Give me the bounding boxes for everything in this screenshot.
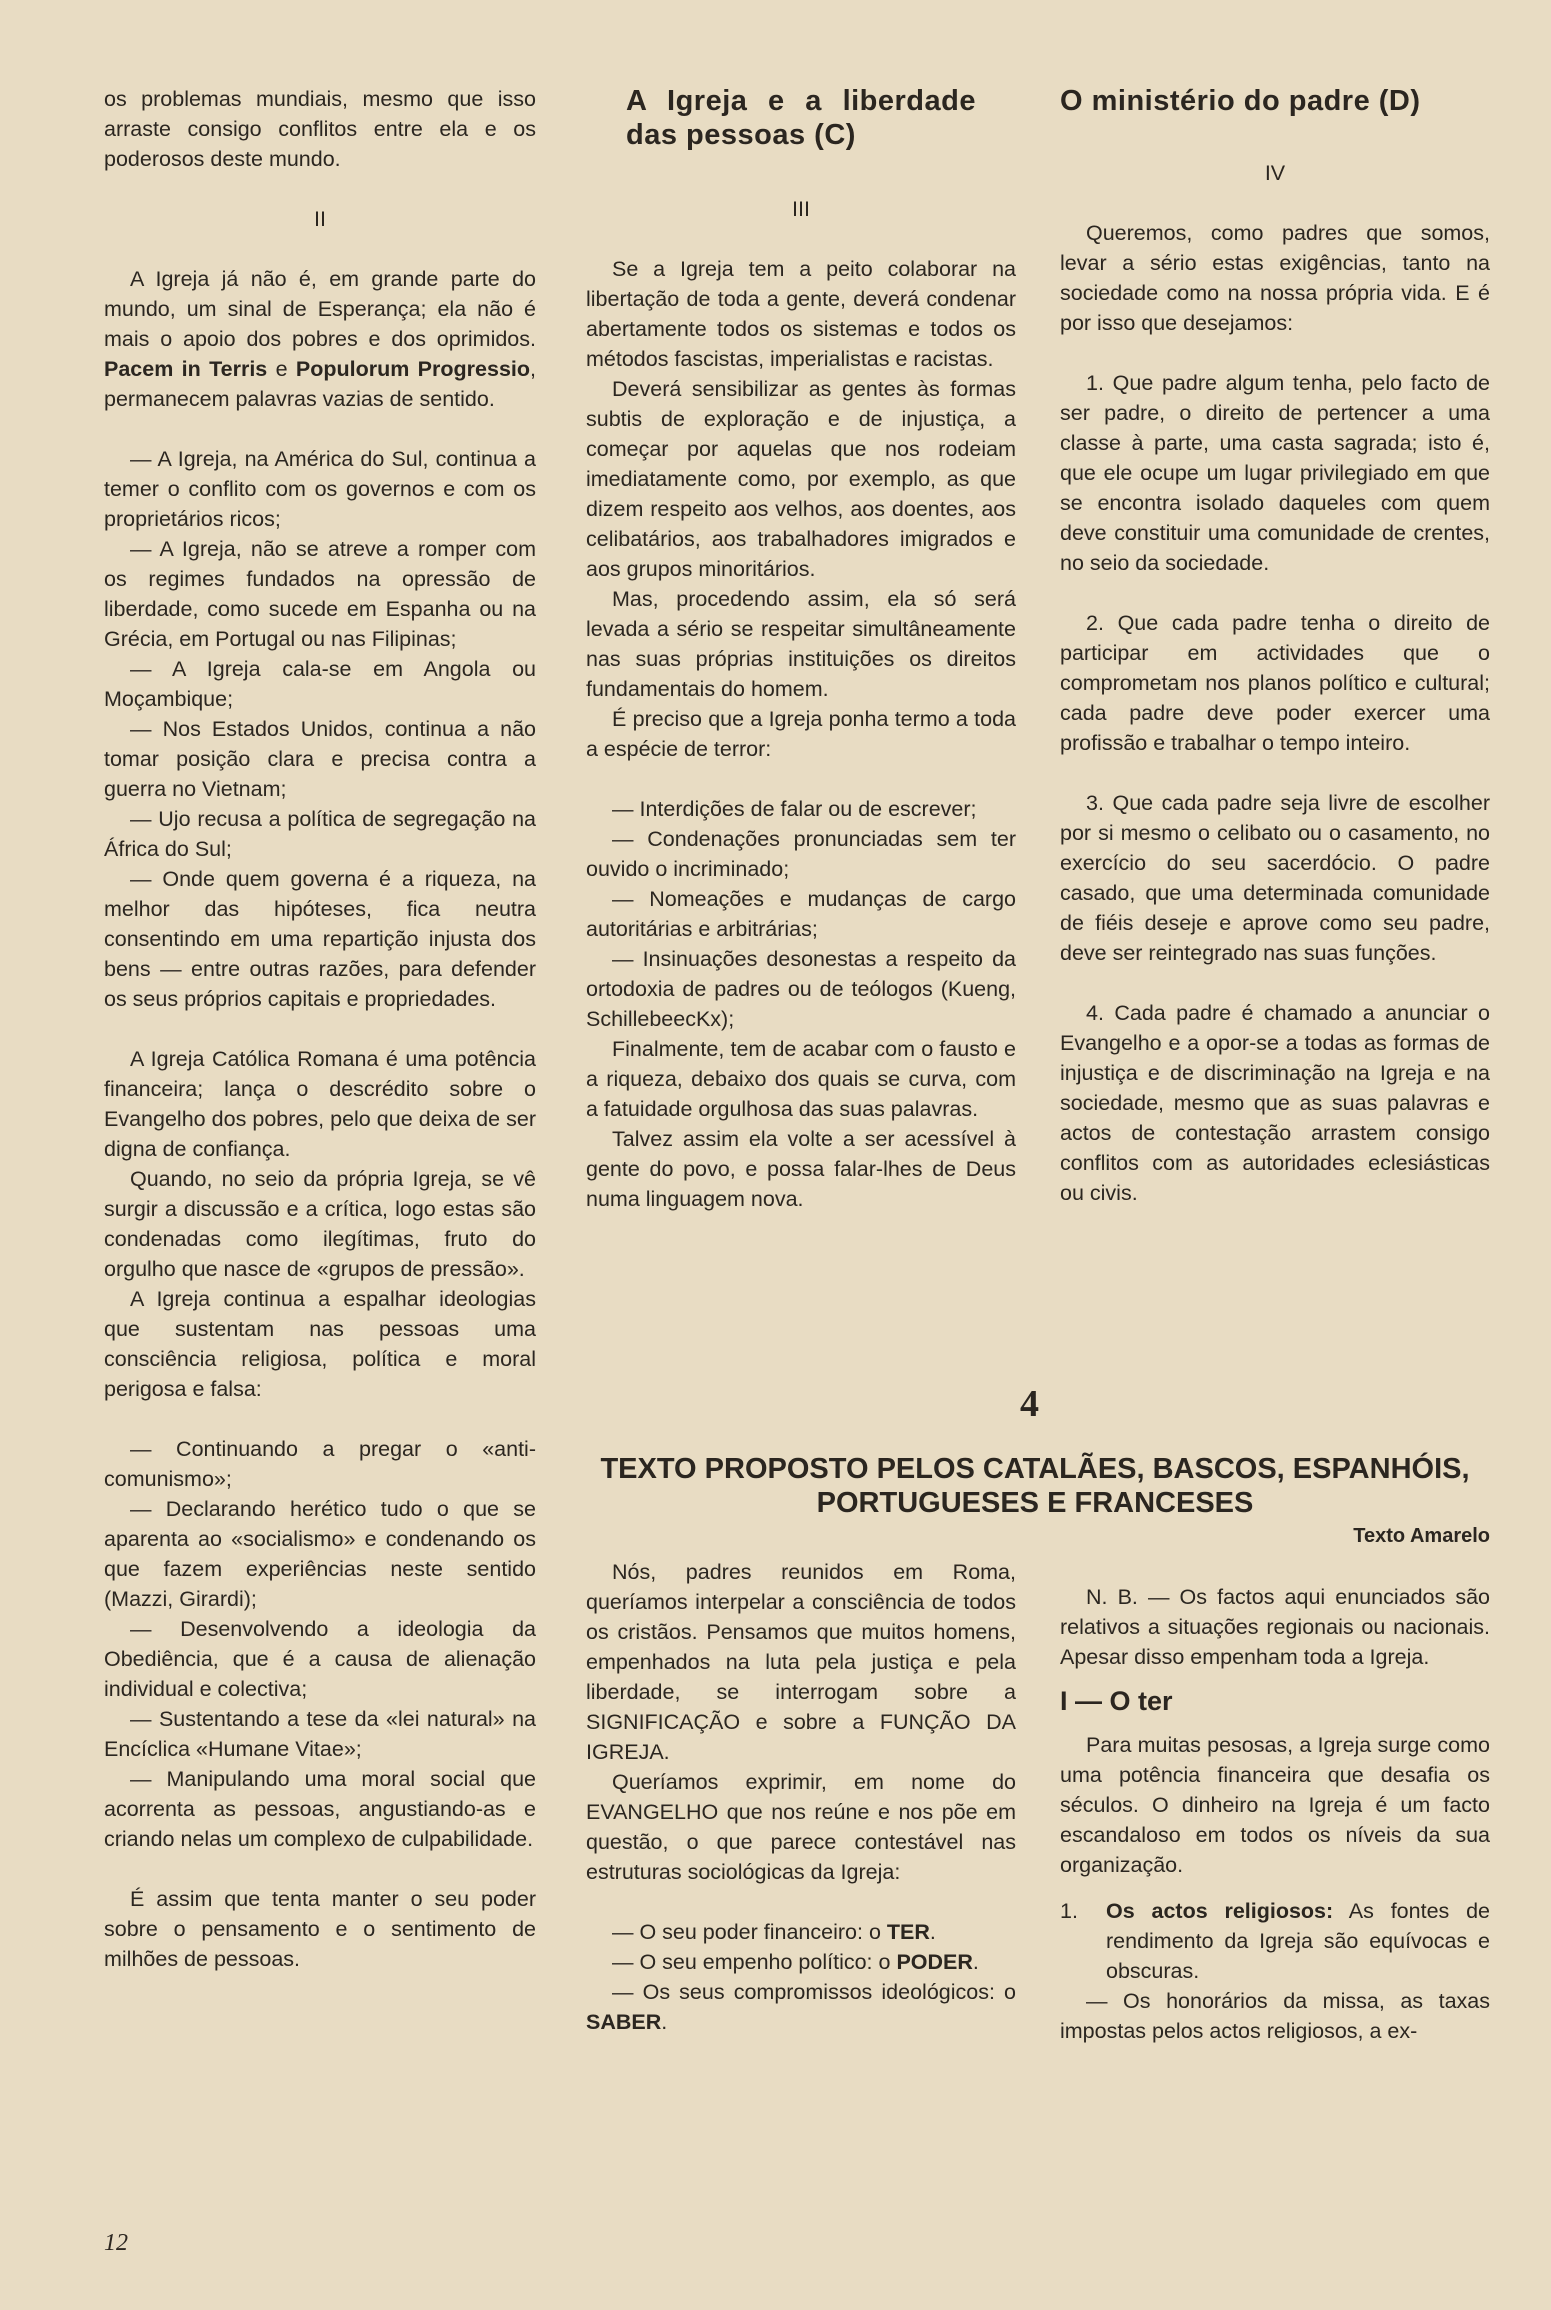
list-item: — Nos Estados Unidos, continua a não tomar posição clara e precisa contra a guerra no Vietnam; <box>104 717 536 801</box>
encyclical-title: Pacem in Terris <box>104 357 268 381</box>
paragraph: A Igreja Católica Romana é uma potência financeira; lança o descrédito sobre o Evangelho dos pobres, pelo que deixa de ser digna de confiança. <box>104 1047 536 1161</box>
list-item: — O seu empenho político: o PODER. <box>612 1950 979 1974</box>
numbered-item: 1. Que padre algum tenha, pelo facto de ser padre, o direito de pertencer a uma classe à parte, uma casta sagrada; isto é, que ele ocupe um lugar privilegiado em que se encontra isolado daqueles com quem deve constituir uma comunidade de crentes, no seio da sociedade. <box>1060 371 1490 575</box>
paragraph: Queremos, como padres que somos, levar a sério estas exigências, tanto na sociedade como na nossa própria vida. E é por isso que desejamos: <box>1060 221 1490 335</box>
paragraph: Mas, procedendo assim, ela só será levada a sério se respeitar simultâneamente nas suas próprias instituições os direitos fundamentais do homem. <box>586 587 1016 701</box>
list-item: — A Igreja, não se atreve a romper com os regimes fundados na opressão de liberdade, como sucede em Espanha ou na Grécia, em Portugal ou nas Filipinas; <box>104 537 536 651</box>
section-roman-iii: III <box>792 197 810 221</box>
list-item: — Nomeações e mudanças de cargo autoritárias e arbitrárias; <box>586 887 1016 941</box>
list-item: — Declarando herético tudo o que se aparenta ao «socialismo» e condenando os que fazem experiências neste sentido (Mazzi, Girardi); <box>104 1497 536 1611</box>
numbered-item: 2. Que cada padre tenha o direito de participar em actividades que o comprometam nos planos político e cultural; cada padre deve poder exercer uma profissão e trabalhar o tempo inteiro. <box>1060 611 1490 755</box>
section-title <box>580 1452 1490 1520</box>
paragraph: Para muitas pesosas, a Igreja surge como uma potência financeira que desafia os séculos. O dinheiro na Igreja é um facto escandaloso em todos os níveis da sua organização. <box>1060 1733 1490 1877</box>
list-item: — Interdições de falar ou de escrever; <box>612 797 977 821</box>
list-item: — Sustentando a tese da «lei natural» na Encíclica «Humane Vitae»; <box>104 1707 536 1761</box>
paragraph: É preciso que a Igreja ponha termo a toda a espécie de terror: <box>586 707 1016 761</box>
column-1 <box>104 84 536 1974</box>
list-item: — O seu poder financeiro: o TER. <box>612 1920 936 1944</box>
intro-paragraph: os problemas mundiais, mesmo que isso arraste consigo conflitos entre ela e os poderosos deste mundo. <box>104 87 536 171</box>
list-item: — Os seus compromissos ideológicos: o SABER. <box>586 1980 1016 2034</box>
section-tag: Texto Amarelo <box>1353 1525 1490 1547</box>
page-number: 12 <box>104 2230 128 2256</box>
numbered-item: 3. Que cada padre seja livre de escolher por si mesmo o celibato ou o casamento, no exercício do seu sacerdócio. O padre casado, que uma determinada comunidade de fiéis deseje e aprove como seu padre, deve ser reintegrado nas suas funções. <box>1060 791 1490 965</box>
list-item: — A Igreja, na América do Sul, continua a temer o conflito com os governos e com os proprietários ricos; <box>104 447 536 531</box>
list-item: — Insinuações desonestas a respeito da ortodoxia de padres ou de teólogos (Kueng, SchillebeecKx); <box>586 947 1016 1031</box>
column-2 <box>586 84 1016 1214</box>
column-3 <box>1060 84 1490 1208</box>
paragraph: É assim que tenta manter o seu poder sobre o pensamento e o sentimento de milhões de pessoas. <box>104 1887 536 1971</box>
section-roman-iv: IV <box>1264 161 1286 185</box>
numbered-item: 4. Cada padre é chamado a anunciar o Evangelho e a opor-se a todas as formas de injustiça e de discriminação na Igreja e na sociedade, mesmo que as suas palavras e actos de contestação arrastem consigo conflitos com as autoridades eclesiásticas ou civis. <box>1060 1001 1490 1205</box>
list-item: — Manipulando uma moral social que acorrenta as pessoas, angustiando-as e criando nelas um complexo de culpabilidade. <box>104 1767 536 1851</box>
note-paragraph: N. B. — Os factos aqui enunciados são relativos a situações regionais ou nacionais. Apesar disso empenham toda a Igreja. <box>1060 1585 1490 1669</box>
section4-left-column <box>586 1557 1016 2037</box>
list-item: — Onde quem governa é a riqueza, na melhor das hipóteses, fica neutra consentindo em uma repartição injusta dos bens — entre outras razões, para defender os seus próprios capitais e propriedades. <box>104 867 536 1011</box>
paragraph: Se a Igreja tem a peito colaborar na libertação de toda a gente, deverá condenar abertamente todos os sistemas e todos os métodos fascistas, imperialistas e racistas. <box>586 257 1016 371</box>
paragraph: A Igreja já não é, em grande parte do mundo, um sinal de Esperança; ela não é mais o apoio dos pobres e dos oprimidos. Pacem in Terris e Populorum Progressio, permanecem palavras vazias de sentido. <box>104 267 536 411</box>
list-item: — Ujo recusa a política de segregação na África do Sul; <box>104 807 536 861</box>
paragraph: A Igreja continua a espalhar ideologias que sustentam nas pessoas uma consciência religiosa, política e moral perigosa e falsa: <box>104 1287 536 1401</box>
column-title: O ministério do padre (D) <box>1060 85 1421 117</box>
list-item: — Condenações pronunciadas sem ter ouvido o incriminado; <box>586 827 1016 881</box>
paragraph: Nós, padres reunidos em Roma, queríamos interpelar a consciência de todos os cristãos. Pensamos que muitos homens, empenhados na luta pela justiça e pela liberdade, se interrogam sobre a SIGNIFICAÇÃO e sobre a FUNÇÃO DA IGREJA. <box>586 1560 1016 1764</box>
paragraph: Quando, no seio da própria Igreja, se vê surgir a discussão e a crítica, logo estas são condenadas como ilegítimas, fruto do orgulho que nasce de «grupos de pressão». <box>104 1167 536 1281</box>
section-roman-ii: II <box>314 207 326 231</box>
paragraph: Finalmente, tem de acabar com o fausto e a riqueza, debaixo dos quais se curva, com a fatuidade orgulhosa das suas palavras. <box>586 1037 1016 1121</box>
list-item: — A Igreja cala-se em Angola ou Moçambique; <box>104 657 536 711</box>
paragraph: Queríamos exprimir, em nome do EVANGELHO que nos reúne e nos põe em questão, o que parece contestável nas estruturas sociológicas da Igreja: <box>586 1770 1016 1884</box>
list-item: — Continuando a pregar o «anti-comunismo»; <box>104 1437 536 1491</box>
paragraph: — Os honorários da missa, as taxas impostas pelos actos religiosos, a ex- <box>1060 1989 1490 2043</box>
column-title: A Igreja e a liberdade das pessoas (C) <box>626 85 976 151</box>
paragraph: Talvez assim ela volte a ser acessível à gente do povo, e possa falar-lhes de Deus numa linguagem nova. <box>586 1127 1016 1211</box>
numbered-item: 1. Os actos religiosos: As fontes de rendimento da Igreja são equívocas e obscuras. <box>1060 1899 1490 1983</box>
section-title-line-2: PORTUGUESES E FRANCESES <box>816 1487 1254 1519</box>
list-item: — Desenvolvendo a ideologia da Obediência, que é a causa de alienação individual e colectiva; <box>104 1617 536 1701</box>
encyclical-title: Populorum Progressio <box>295 357 531 381</box>
section-title-line-1: TEXTO PROPOSTO PELOS CATALÃES, BASCOS, ESPANHÓIS, <box>600 1453 1470 1485</box>
section4-right-column <box>1060 1582 1490 2046</box>
subsection-heading: I — O ter <box>1060 1686 1173 1716</box>
paragraph: Deverá sensibilizar as gentes às formas subtis de exploração e de injustiça, a começar por aquelas que nos rodeiam imediatamente como, por exemplo, as que dizem respeito aos velhos, aos doentes, aos celibatários, aos trabalhadores imigrados e aos grupos minoritários. <box>586 377 1016 581</box>
section-number: 4 <box>1020 1383 1039 1425</box>
